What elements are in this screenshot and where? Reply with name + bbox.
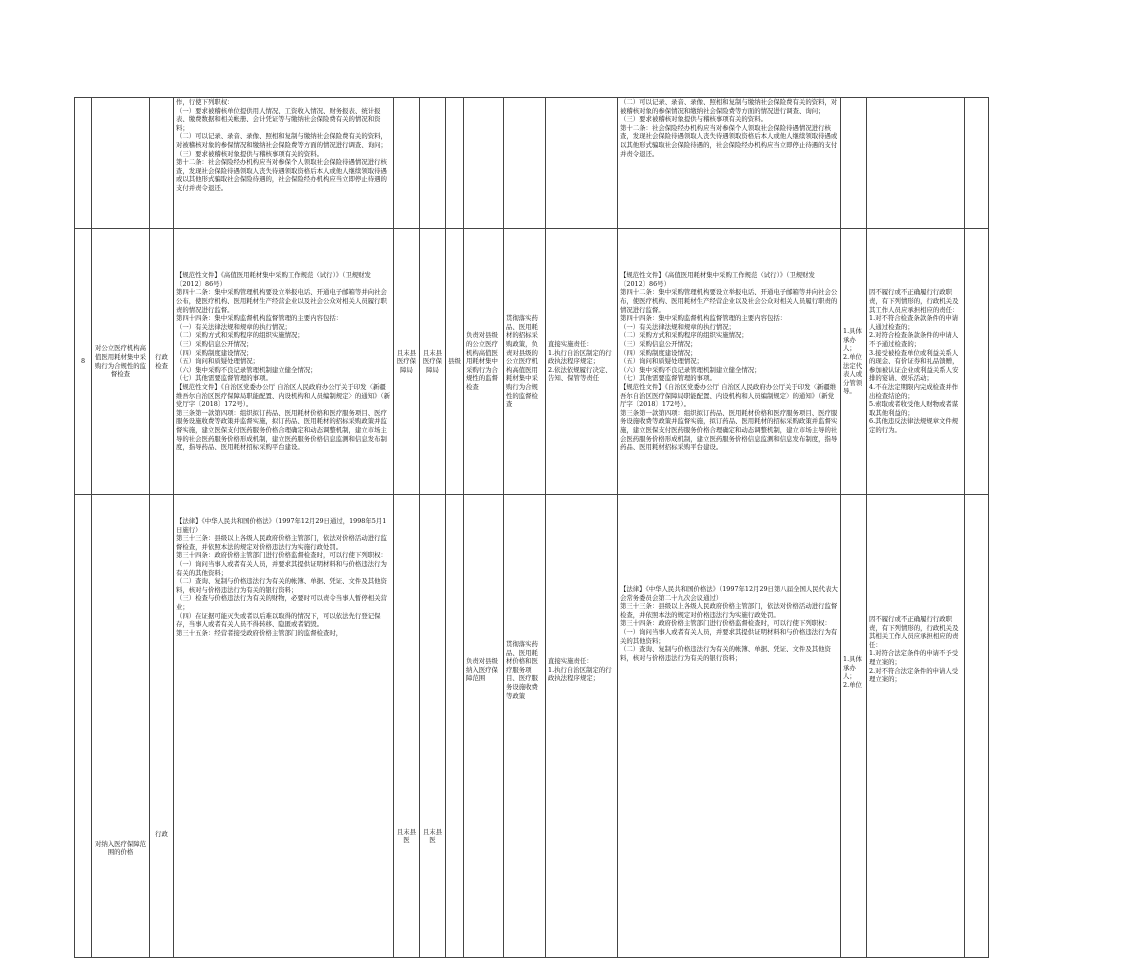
responsibility-subject: 负责对县级的公立医疗机构高值医用耗材集中采购行为合规性的监督检查 xyxy=(464,229,504,495)
responsible-subject xyxy=(841,98,867,229)
liability-terms xyxy=(867,98,965,229)
item-type: 行政 xyxy=(150,495,174,958)
responsibility-content: 贯彻落实药品、医用耗材价格和医疗服务项目、医疗服务设施收费等政策 xyxy=(504,495,546,958)
responsibility-content: 贯彻落实药品、医用耗材的招标采购政策，负责对县级的公立医疗机构高值医用耗材集中采购行为合规性的监督检查 xyxy=(504,229,546,495)
responsibility-basis: 【法律】《中华人民共和国价格法》（1997年12月29日第八届全国人民代表大会常务委员会第二十九次会议通过） 第三十三条：县级以上各级人民政府价格主管部门，依法对价格活动进行监督检查，并依照本法的规定对价格违法行为实施行政处罚。 第三十四条：政府价格主管部门进行价格监督检查时，可以行使下列职权： （一）询问当事人或者有关人员，并要求其提供证明材料和与价格违法行为有关的其他资料； （二）查询、复制与价格违法行为有关的帐簿、单据、凭证、文件及其他资料，核对与价格违法行为有关的银行资料； xyxy=(618,495,841,958)
item-type: 行政检查 xyxy=(150,229,174,495)
note xyxy=(965,495,989,958)
responsibility-content xyxy=(504,98,546,229)
responsibility-items: 直接实施责任： 1.执行自治区制定的行政执法程序规定； xyxy=(546,495,618,958)
liability-terms: 因不履行或不正确履行行政职责，有下列情形的，行政机关及其相关工作人员应承担相应的责任： 1.对符合法定条件的申请不予受理立案的； 2.对不符合法定条件的申请人受理立案的； xyxy=(867,495,965,958)
item-name xyxy=(92,98,150,229)
legal-basis: 【法律】《中华人民共和国价格法》（1997年12月29日通过，1998年5月1日施行） 第三十三条：县级以上各级人民政府价格主管部门，依法对价格活动进行监督检查，并依照本法的规定对价格违法行为实施行政处罚。 第三十四条：政府价格主管部门进行价格监督检查时，可以行使下列职权： （一）询问当事人或者有关人员，并要求其提供证明材料和与价格违法行为有关的其他资料； （二）查询、复制与价格违法行为有关的帐簿、单据、凭证、文件及其他资料，核对与价格违法行为有关的银行资料； （三）检查与价格违法行为有关的财物，必要时可以责令当事人暂停相关营业； （四）在证据可能灭失或者以后难以取得的情况下，可以依法先行登记保存，当事人或者有关人员不得转移、隐匿或者销毁。 第三十五条：经营者接受政府价格主管部门的监督检查时， xyxy=(174,495,394,958)
implementing-dept: 且末县医疗保障局 xyxy=(394,229,420,495)
responsibility-basis: 【规范性文件】《高值医用耗材集中采购工作规范（试行）》（卫规财发〔2012〕86号） 第四十二条：集中采购管理机构要设立举报电话、开通电子邮箱等并向社会公布，使医疗机构、医用耗材生产经营企业以及社会公众对相关人员履行职责的情况进行监督。 第四十四条：集中采购监督机构监督管理的主要内容包括： （一）有关法律法规和规章的执行情况； （二）采购方式和采购程序的组织实施情况； （三）采购信息公开情况； （四）采购制度建设情况； （五）询问和质疑处理情况； （六）集中采购不良记录管理机制建立健全情况； （七）其他需要监督管理的事项。 【规范性文件】《自治区党委办公厅 自治区人民政府办公厅关于印发〈新疆维吾尔自治区医疗保障局职能配置、内设机构和人员编制规定〉的通知》（新党厅字〔2018〕172号）。 第三条第一款第四项：组织拟订药品、医用耗材价格和医疗服务项目、医疗服务设施收费等政策并监督实施，拟订药品、医用耗材的招标采购政策并监督实施，建立医保支付医药服务价格合理确定和动态调整机制，建立市场主导的社会医药服务价格形成机制，建立医药服务价格信息监测和信息发布制度，指导药品、医用耗材招标采购平台建设。 xyxy=(618,229,841,495)
note xyxy=(965,229,989,495)
legal-basis: 【规范性文件】《高值医用耗材集中采购工作规范（试行）》（卫规财发〔2012〕86号） 第四十二条：集中采购管理机构要设立举报电话、开通电子邮箱等并向社会公布，使医疗机构、医用耗材生产经营企业以及社会公众对相关人员履行职责的情况进行监督。 第四十四条：集中采购监督机构监督管理的主要内容包括： （一）有关法律法规和规章的执行情况； （二）采购方式和采购程序的组织实施情况； （三）采购信息公开情况； （四）采购制度建设情况； （五）询问和质疑处理情况； （六）集中采购不良记录管理机制建立健全情况； （七）其他需要监督管理的事项。 【规范性文件】《自治区党委办公厅 自治区人民政府办公厅关于印发〈新疆维吾尔自治区医疗保障局职能配置、内设机构和人员编制规定〉的通知》（新党厅字〔2018〕172号）。 第三条第一款第四项：组织拟订药品、医用耗材价格和医疗服务项目、医疗服务设施收费等政策并监督实施，拟订药品、医用耗材的招标采购政策并监督实施，建立医保支付医药服务价格合理确定和动态调整机制，建立市场主导的社会医药服务价格形成机制，建立医药服务价格信息监测和信息发布制度，指导药品、医用耗材招标采购平台建设。 xyxy=(174,229,394,495)
responsibility-items xyxy=(546,98,618,229)
table-row xyxy=(75,98,989,229)
responsibility-subject: 负责对县级纳入医疗保障范围 xyxy=(464,495,504,958)
level xyxy=(446,495,464,958)
item-type xyxy=(150,98,174,229)
responsible-dept xyxy=(420,98,446,229)
responsible-subject: 1.具体承办人； 2.单位 xyxy=(841,495,867,958)
legal-basis: 作，行使下列职权： （一）要求被稽核单位提供用人情况、工资收入情况、财务报表、统计报表、缴费数据和相关帐册、会计凭证等与缴纳社会保险费有关的情况和资料； （二）可以记录、录音、录像、照相和复制与缴纳社会保险费有关的资料，对被稽核对象的参保情况和缴纳社会保险费等方面的情况进行调查、询问； （三）要求被稽核对象提供与稽核事项有关的资料。 第十二条：社会保险经办机构应当对参保个人领取社会保险待遇情况进行核查，发现社会保险待遇领取人丧失待遇领取资格后本人或他人继续领取待遇或以其他形式骗取社会保险待遇的，社会保险经办机构应当立即停止待遇的支付并责令退还。 xyxy=(174,98,394,229)
responsibility-basis: （二）可以记录、录音、录像、照相和复制与缴纳社会保险费有关的资料，对被稽核对象的参保情况和缴纳社会保险费等方面的情况进行调查、询问； （三）要求被稽核对象提供与稽核事项有关的资料。 第十二条：社会保险经办机构应当对参保个人领取社会保险待遇情况进行核查，发现社会保险待遇领取人丧失待遇领取资格后本人或他人继续领取待遇或以其他形式骗取社会保险待遇的，社会保险经办机构应当立即停止待遇的支付并责令退还。 xyxy=(618,98,841,229)
implementing-dept: 且末县医 xyxy=(394,495,420,958)
row-number xyxy=(75,98,92,229)
table-row xyxy=(75,495,989,958)
item-name: 对公立医疗机构高值医用耗材集中采购行为合规性的监督检查 xyxy=(92,229,150,495)
implementing-dept xyxy=(394,98,420,229)
level: 县级 xyxy=(446,229,464,495)
row-number: 8 xyxy=(75,229,92,495)
table-row xyxy=(75,229,989,495)
liability-terms: 因不履行或不正确履行行政职责，有下列情形的，行政机关及其工作人员应承担相应的责任： 1.对不符合检查条款条件的申请人通过检查的； 2.对符合检查条款条件的申请人不予通过检查的； 3.接受被检查单位或利益关系人的现金、有价证券和礼品馈赠，参加被认证企业或利益关系人安排的宴请、娱乐活动； 4.不在法定期限内完成检查并作出检查结论的； 5.索取或者收受他人财物或者谋取其他利益的； 6.其他违反法律法规规章文件规定的行为。 xyxy=(867,229,965,495)
responsibility-subject xyxy=(464,98,504,229)
responsible-subject: 1.具体承办人； 2.单位法定代表人或分管领导。 xyxy=(841,229,867,495)
level xyxy=(446,98,464,229)
responsibility-table xyxy=(74,97,989,958)
row-number xyxy=(75,495,92,958)
item-name: 对纳入医疗保障范围的价格 xyxy=(92,495,150,958)
responsibility-items: 直接实施责任： 1.执行自治区制定的行政执法程序规定； 2.依法依规履行决定、告知、保管等责任 xyxy=(546,229,618,495)
responsible-dept: 且末县医 xyxy=(420,495,446,958)
responsible-dept: 且末县医疗保障局 xyxy=(420,229,446,495)
note xyxy=(965,98,989,229)
